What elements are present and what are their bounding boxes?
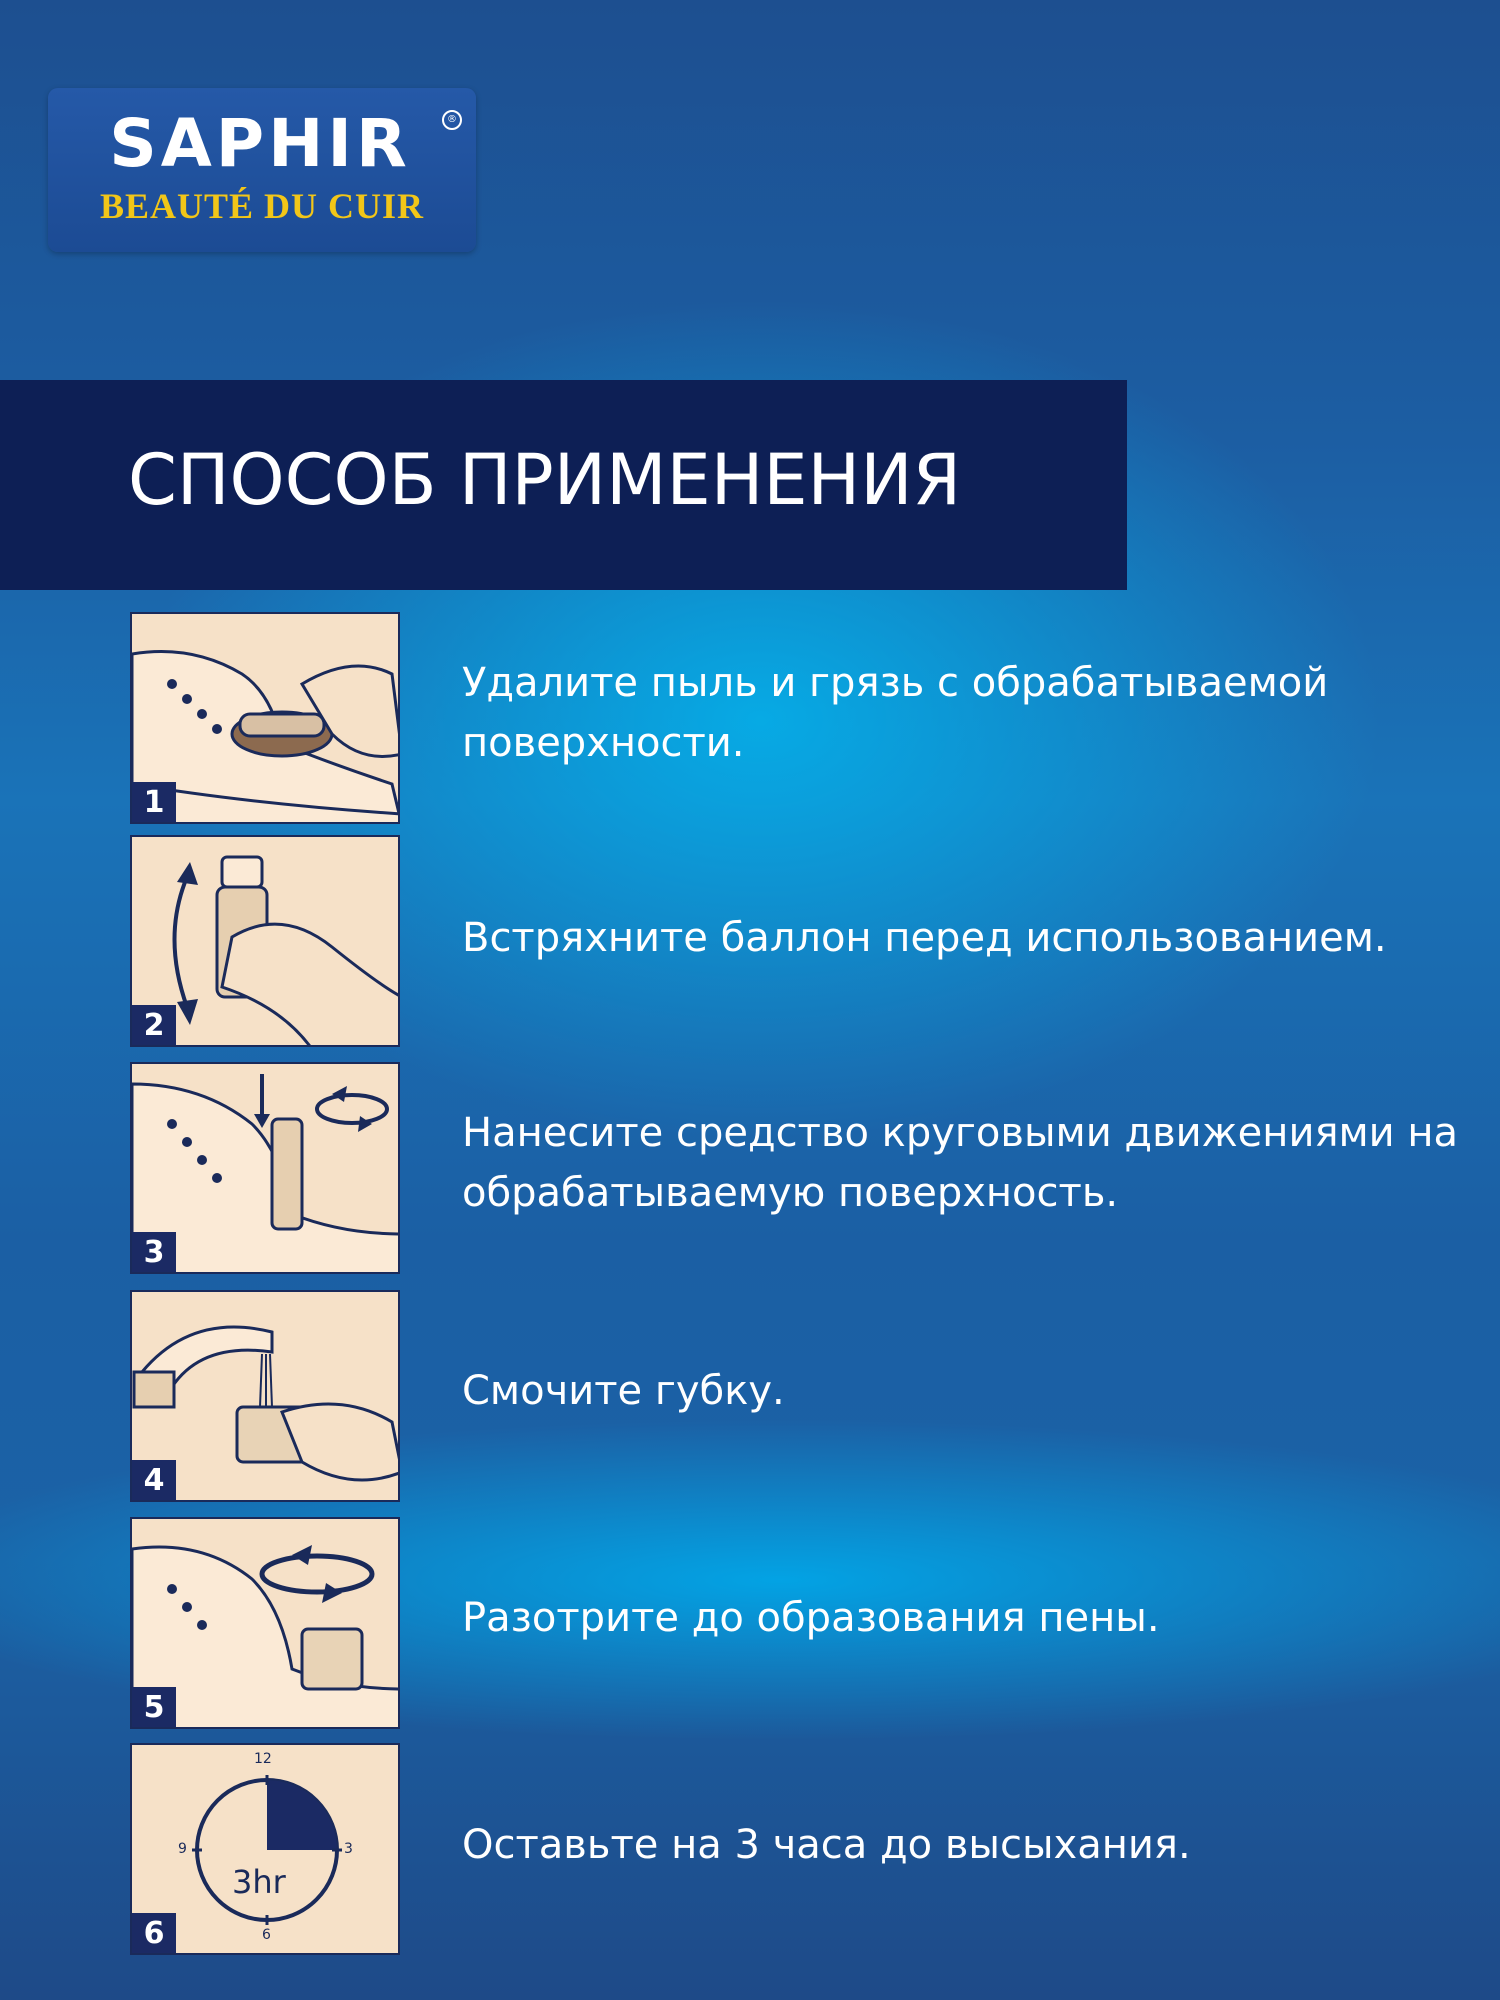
step-5-number: 5 [132,1687,176,1727]
page-title: СПОСОБ ПРИМЕНЕНИЯ [128,439,962,521]
clock-label-3: 3 [344,1841,353,1857]
step-1-text: Удалите пыль и грязь с обрабатываемой поверхности. [462,660,1329,766]
step-2-number: 2 [132,1005,176,1045]
saphir-logo [48,88,476,252]
clock-center-label: 3hr [232,1863,286,1901]
step-2-illustration [130,835,400,1047]
step-2-text: Встряхните баллон перед использованием. [462,915,1387,961]
step-3-number: 3 [132,1232,176,1272]
step-5-text: Разотрите до образования пены. [462,1595,1160,1641]
logo-tagline: BEAUTÉ DU CUIR [99,186,425,226]
step-4-text: Смочите губку. [462,1368,785,1414]
step-6-text: Оставьте на 3 часа до высыхания. [462,1822,1191,1868]
step-6-number: 6 [132,1913,176,1953]
step-6-illustration [130,1743,400,1955]
clock-label-6: 6 [262,1927,271,1943]
clock-label-12: 12 [254,1751,272,1767]
step-4-illustration [130,1290,400,1502]
clock-label-9: 9 [178,1841,187,1857]
registered-mark: ® [442,110,462,130]
step-1-illustration [130,612,400,824]
step-5-illustration [130,1517,400,1729]
step-3-illustration [130,1062,400,1274]
logo-brand-text: SAPHIR [109,105,411,182]
step-1-number: 1 [132,782,176,822]
step-3-text: Нанесите средство круговыми движениями на обрабатываемую поверхность. [462,1110,1459,1216]
title-banner [0,380,1127,590]
step-4-number: 4 [132,1460,176,1500]
